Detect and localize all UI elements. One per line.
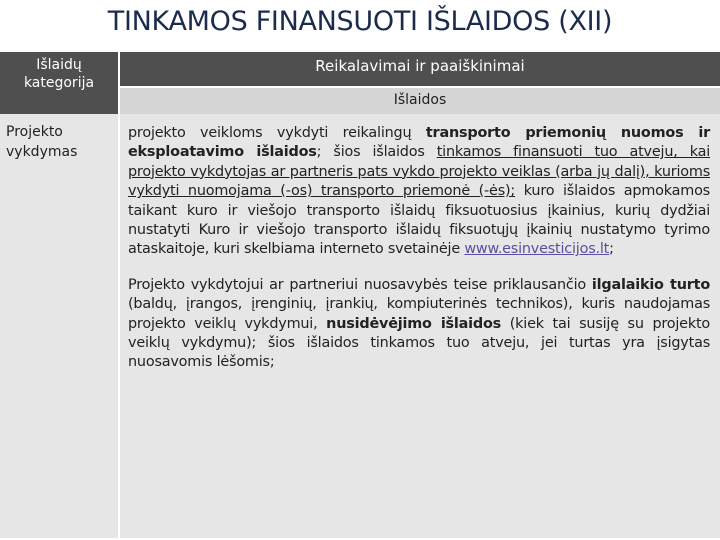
p1-underlined-condition: tinkamos finansuoti tuo atveju, kai projekto vykdytojas ar partneris pats vykdo projekto veiklas (arba jų dalį), kurioms vykdyti nuomojama (-os) transporto priemonė (-ės); — [128, 144, 711, 200]
p2-bold-assets: ilgalaikio turto — [591, 276, 711, 293]
p1-text-1: projekto veikloms vykdyti reikalingų — [128, 125, 426, 141]
expenses-table — [0, 52, 720, 538]
p2-bold-depreciation: nusidėvėjimo išlaidos — [326, 315, 502, 332]
row-category: Projekto vykdymas — [0, 114, 119, 538]
paragraph-transport — [128, 124, 710, 260]
p1-text-2: ; šios išlaidos — [316, 144, 437, 161]
p1-text-4: ; — [609, 241, 614, 258]
esinvesticijos-link[interactable]: www.esinvesticijos.lt — [464, 241, 610, 258]
slide-title: TINKAMOS FINANSUOTI IŠLAIDOS (XII) — [107, 6, 613, 37]
p2-text-3: (kiek tai susiję su projekto veiklų vykdymu); šios išlaidos tinkamos tuo atveju, jei turtas yra įsigytas nuosavomis lėšomis; — [128, 315, 711, 371]
subheader-expenses: Išlaidos — [119, 87, 720, 114]
p1-text-3: kuro išlaidos apmokamos taikant kuro ir viešojo transporto išlaidų fiksuotuosius įkainius, kurių dydžiai nustatyti Kuro ir viešojo transporto išlaidų fiksuotųjų įkainių nustatymo tyrimo ataskaitoje, kuri skelbiama interneto svetainėje — [128, 183, 710, 258]
paragraph-depreciation — [128, 276, 710, 373]
p2-text-1: Projekto vykdytojui ar partneriui nuosavybės teise priklausančio — [128, 276, 592, 293]
p1-bold-transport: transporto priemonių nuomos ir eksploatavimo išlaidos — [128, 125, 710, 161]
header-category: Išlaidų kategorija — [0, 52, 119, 114]
requirements-cell — [119, 114, 720, 538]
header-requirements: Reikalavimai ir paaiškinimai — [119, 52, 720, 87]
p2-text-2: (baldų, įrangos, įrenginių, įrankių, kompiuterinės technikos), kuris naudojamas projekto veiklų vykdymui, — [128, 296, 710, 332]
